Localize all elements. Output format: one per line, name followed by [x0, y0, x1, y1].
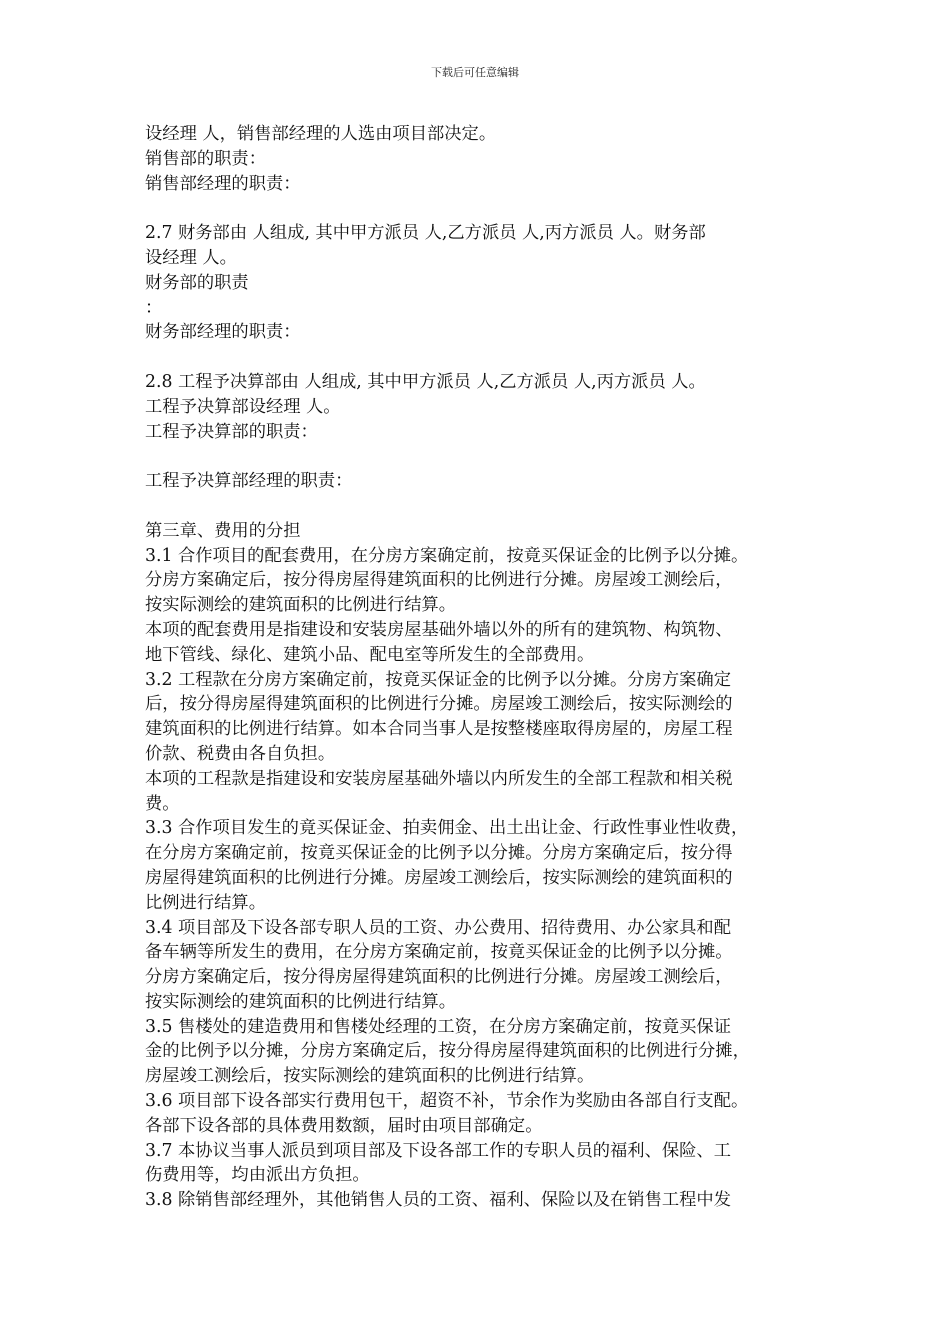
- text-line: 销售部的职责：: [145, 148, 266, 169]
- text-line: 财务部经理的职责：: [145, 322, 301, 343]
- text-line: 设经理 人。: [145, 247, 237, 268]
- blank-line: [145, 345, 815, 370]
- text-line: 第三章、费用的分担: [145, 520, 301, 541]
- text-line: 比例进行结算。: [145, 892, 266, 913]
- text-line: 3.5 售楼处的建造费用和售楼处经理的工资，在分房方案确定前，按竟买保证: [145, 1016, 731, 1037]
- text-line: 备车辆等所发生的费用，在分房方案确定前，按竟买保证金的比例予以分摊。: [145, 942, 733, 963]
- text-line: 伤费用等，均由派出方负担。: [145, 1165, 370, 1186]
- text-line: 3.8 除销售部经理外，其他销售人员的工资、福利、保险以及在销售工程中发: [145, 1190, 731, 1211]
- text-line: 房屋竣工测绘后，按实际测绘的建筑面积的比例进行结算。: [145, 1066, 595, 1087]
- text-line: 各部下设各部的具体费用数额，届时由项目部确定。: [145, 1115, 543, 1136]
- text-line: 本项的配套费用是指建设和安装房屋基础外墙以外的所有的建筑物、构筑物、: [145, 619, 733, 640]
- text-line: 财务部的职责: [145, 272, 249, 293]
- text-line: ：: [145, 297, 163, 318]
- blank-line: [145, 444, 815, 469]
- text-line: 在分房方案确定前，按竟买保证金的比例予以分摊。分房方案确定后，按分得: [145, 843, 733, 864]
- text-line: 房屋得建筑面积的比例进行分摊。房屋竣工测绘后，按实际测绘的建筑面积的: [145, 867, 733, 888]
- text-line: 销售部经理的职责：: [145, 173, 301, 194]
- text-line: 分房方案确定后，按分得房屋得建筑面积的比例进行分摊。房屋竣工测绘后，: [145, 967, 733, 988]
- text-line: 价款、税费由各自负担。: [145, 743, 336, 764]
- text-line: 3.3 合作项目发生的竟买保证金、拍卖佣金、出土出让金、行政性事业性收费，: [145, 818, 749, 839]
- blank-line: [145, 196, 815, 221]
- text-line: 3.6 项目部下设各部实行费用包干，超资不补，节余作为奖励由各部自行支配。: [145, 1091, 749, 1112]
- text-line: 3.2 工程款在分房方案确定前，按竟买保证金的比例予以分摊。分房方案确定: [145, 669, 731, 690]
- blank-line: [145, 494, 815, 519]
- text-line: 工程予决算部的职责：: [145, 421, 318, 442]
- text-line: 2.8 工程予决算部由 人组成, 其中甲方派员 人,乙方派员 人,丙方派员 人。: [145, 371, 706, 392]
- text-line: 建筑面积的比例进行结算。如本合同当事人是按整楼座取得房屋的，房屋工程: [145, 719, 733, 740]
- text-line: 按实际测绘的建筑面积的比例进行结算。: [145, 991, 457, 1012]
- text-line: 3.1 合作项目的配套费用，在分房方案确定前，按竟买保证金的比例予以分摊。: [145, 545, 749, 566]
- text-line: 工程予决算部设经理 人。: [145, 396, 341, 417]
- text-line: 后，按分得房屋得建筑面积的比例进行分摊。房屋竣工测绘后，按实际测绘的: [145, 694, 733, 715]
- text-line: 设经理 人，销售部经理的人选由项目部决定。: [145, 124, 497, 144]
- text-line: 3.4 项目部及下设各部专职人员的工资、办公费用、招待费用、办公家具和配: [145, 917, 731, 938]
- text-line: 费。: [145, 793, 180, 814]
- document-body: [145, 122, 815, 1213]
- text-line: 地下管线、绿化、建筑小品、配电室等所发生的全部费用。: [145, 644, 595, 665]
- text-line: 金的比例予以分摊，分房方案确定后，按分得房屋得建筑面积的比例进行分摊，: [145, 1041, 750, 1062]
- page-header: 下载后可任意编辑: [431, 66, 519, 79]
- text-line: 3.7 本协议当事人派员到项目部及下设各部工作的专职人员的福利、保险、工: [145, 1140, 731, 1161]
- text-line: 2.7 财务部由 人组成, 其中甲方派员 人,乙方派员 人,丙方派员 人。财务部: [145, 223, 706, 244]
- text-line: 工程予决算部经理的职责：: [145, 471, 353, 492]
- text-line: 按实际测绘的建筑面积的比例进行结算。: [145, 595, 457, 616]
- text-line: 本项的工程款是指建设和安装房屋基础外墙以内所发生的全部工程款和相关税: [145, 768, 733, 789]
- text-line: 分房方案确定后，按分得房屋得建筑面积的比例进行分摊。房屋竣工测绘后，: [145, 570, 733, 591]
